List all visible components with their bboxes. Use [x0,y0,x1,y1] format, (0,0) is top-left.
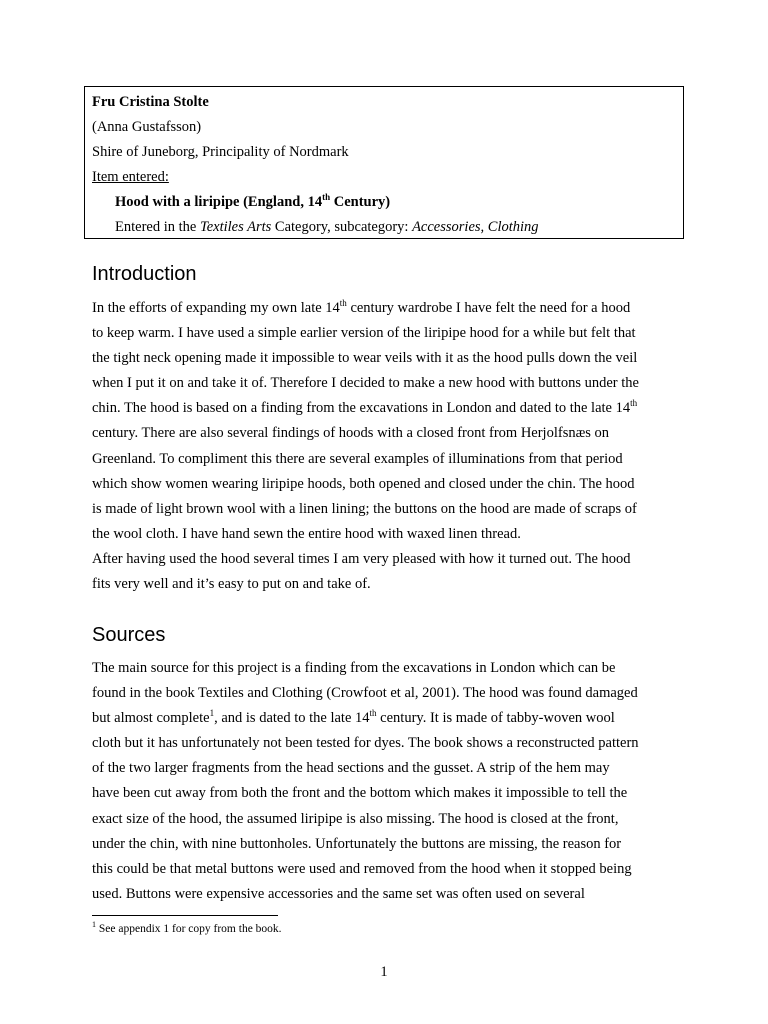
item-entered-label: Item entered: [92,169,169,185]
sources-line-sup: th [369,708,377,719]
sources-paragraph [92,656,692,907]
item-title-end: Century) [330,194,391,210]
sources-line-text: but almost complete [92,710,210,727]
intro-line-sup: th [630,398,638,409]
author-name: Fru Cristina Stolte [92,94,209,110]
intro-line-sup: th [339,298,347,309]
category-prefix: Entered in the [115,219,200,235]
footnote-text: See appendix 1 for copy from the book. [96,923,282,935]
category-mid: Category, subcategory: [271,219,413,235]
sources-line: under the chin, with nine buttonholes. Unfortunately the buttons are missing, the reason for [92,835,622,852]
sources-line-text: century. It is made of tabby-woven wool [376,710,615,727]
intro-line [92,396,692,421]
intro-line [92,296,692,321]
sources-line: have been cut away from both the front and the bottom which makes it impossible to tell the [92,785,628,802]
introduction-paragraph [92,296,692,597]
footnote-number: 1 [92,920,96,930]
item-title [92,190,683,215]
sources-line-text: , and is dated to the late 14 [214,710,370,727]
item-title-sup: th [322,192,331,203]
intro-line: the wool cloth. I have hand sewn the entire hood with waxed linen thread. [92,525,521,542]
intro-line: century. There are also several findings of hoods with a closed front from Herjolfsnæs on [92,425,610,442]
intro-line: the tight neck opening made it impossible to wear veils with it as the hood pulls down the veil [92,350,638,367]
sources-line: cloth but it has unfortunately not been tested for dyes. The book shows a reconstructed pattern [92,735,639,752]
sources-heading: Sources [92,624,166,646]
item-title-text: Hood with a liripipe (England, 14 [115,194,323,210]
intro-line-text: century wardrobe I have felt the need for a hood [346,300,631,316]
footnote [92,921,282,937]
footnote-divider [92,915,278,916]
intro-line-text: In the efforts of expanding my own late 14 [92,300,340,316]
intro-line: is made of light brown wool with a linen lining; the buttons on the hood are made of scraps of [92,500,637,517]
intro-line: which show women wearing liripipe hoods, both opened and closed under the chin. The hood [92,475,635,492]
intro-line: to keep warm. I have used a simple earlier version of the liripipe hood for a while but felt that [92,325,636,342]
entry-header-box [84,86,684,239]
footnote-reference[interactable]: 1 [209,708,215,719]
author-modern-name: (Anna Gustafsson) [92,119,202,135]
page-number: 1 [380,964,388,980]
sources-line: exact size of the hood, the assumed liripipe is also missing. The hood is closed at the front, [92,810,619,827]
author-location: Shire of Juneborg, Principality of Nordmark [92,144,349,160]
intro-line: when I put it on and take it of. Therefore I decided to make a new hood with buttons under the [92,375,639,392]
sources-line: of the two larger fragments from the head sections and the gusset. A strip of the hem may [92,760,610,777]
sources-line: used. Buttons were expensive accessories and the same set was often used on several [92,885,585,902]
intro-line-text: chin. The hood is based on a finding from the excavations in London and dated to the late 14 [92,400,631,417]
subcategory-name: Accessories, Clothing [412,219,539,235]
sources-line: this could be that metal buttons were used and removed from the hood when it stopped being [92,860,632,877]
category-name: Textiles Arts [199,219,272,235]
item-category [92,215,683,240]
intro-line: fits very well and it’s easy to put on and take of. [92,576,371,593]
intro-line: Greenland. To compliment this there are several examples of illuminations from that period [92,450,623,467]
intro-line: After having used the hood several times I am very pleased with how it turned out. The hood [92,550,631,567]
sources-line: found in the book Textiles and Clothing (Crowfoot et al, 2001). The hood was found damaged [92,685,638,702]
introduction-heading: Introduction [92,263,197,285]
sources-line [92,706,692,731]
sources-line: The main source for this project is a finding from the excavations in London which can be [92,660,616,676]
